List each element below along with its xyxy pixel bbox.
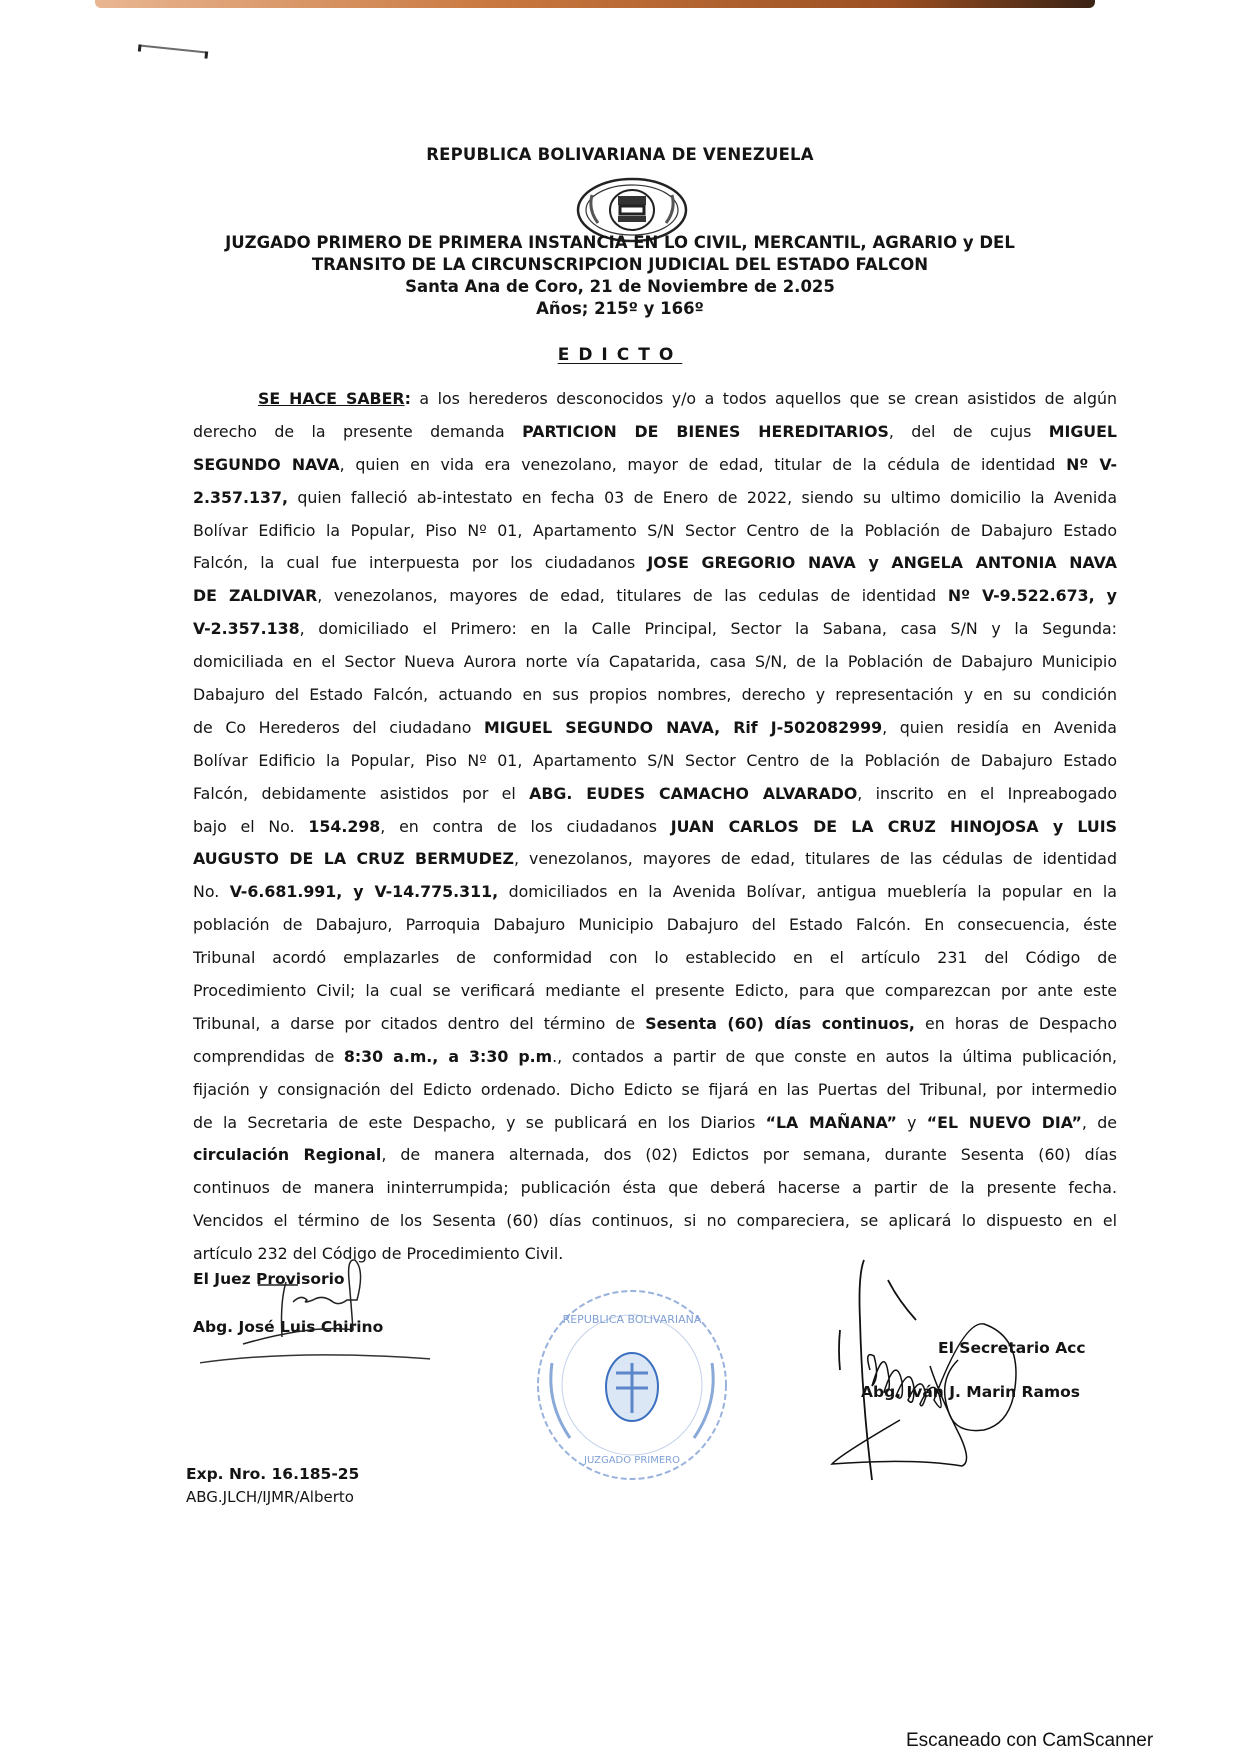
body-text-segment: No.	[193, 882, 230, 902]
body-text-segment: , en contra de los ciudadanos	[380, 816, 671, 836]
body-text-segment: “EL NUEVO DIA”	[926, 1112, 1082, 1132]
body-text-segment: ABG. EUDES CAMACHO ALVARADO	[529, 783, 858, 803]
page-top-edge	[95, 0, 1095, 8]
body-text-segment: población de Dabajuro, Parroquia Dabajuro Municipio Dabajuro del Estado Falcón. En consecuencia, éste	[193, 915, 1117, 935]
body-text-segment: , domiciliado el Primero: en la Calle Principal, Sector la Sabana, casa S/N y la Segunda:	[299, 619, 1117, 639]
body-line	[193, 515, 1117, 548]
secretary-title: El Secretario Acc	[938, 1339, 1086, 1357]
body-text-segment: , de	[1081, 1112, 1117, 1132]
body-line	[193, 811, 1117, 844]
body-text-segment: Bolívar Edificio la Popular, Piso Nº 01, Apartamento S/N Sector Centro de la Población de Dabajuro Estado	[193, 750, 1117, 770]
body-text-segment: PARTICION DE BIENES HEREDITARIOS	[522, 421, 889, 441]
body-text-segment: Sesenta (60) días continuos,	[645, 1013, 915, 1033]
body-text-segment: 154.298	[308, 816, 381, 836]
body-text-segment: Falcón, debidamente asistidos por el	[193, 783, 530, 803]
body-text-segment: artículo 232 del Código de Procedimiento Civil.	[193, 1244, 564, 1264]
body-text-segment: a los herederos desconocidos y/o a todos aquellos que se crean asistidos de algún	[410, 389, 1117, 408]
body-text-segment: “LA MAÑANA”	[765, 1112, 897, 1132]
body-text-segment: Vencidos el término de los Sesenta (60) días continuos, si no compareciera, se aplicará lo dispuesto en el	[193, 1211, 1117, 1231]
body-text-segment: Nº V-	[1066, 454, 1118, 474]
svg-text:REPUBLICA BOLIVARIANA: REPUBLICA BOLIVARIANA	[562, 1313, 702, 1326]
body-text-segment: V-2.357.138	[193, 619, 300, 639]
official-stamp-icon	[532, 1283, 732, 1488]
secretary-signature-scribble	[820, 1250, 1100, 1490]
body-line	[193, 1172, 1117, 1205]
body-line	[193, 1008, 1117, 1041]
body-text-segment: ., contados a partir de que conste en autos la última publicación,	[552, 1046, 1117, 1066]
body-line	[193, 942, 1117, 975]
body-line	[193, 1074, 1117, 1107]
body-text-segment: , inscrito en el Inpreabogado	[857, 783, 1117, 803]
body-text-segment: SE HACE SABER	[258, 389, 405, 408]
body-text-segment: AUGUSTO DE LA CRUZ BERMUDEZ	[193, 849, 514, 869]
judge-signature-scribble	[248, 1270, 388, 1350]
body-line	[193, 1205, 1117, 1238]
body-line	[193, 383, 1117, 416]
body-text-segment: domiciliados en la Avenida Bolívar, antigua mueblería la popular en la	[498, 882, 1117, 902]
body-text-segment: , venezolanos, mayores de edad, titulares de las cédulas de identidad	[513, 849, 1118, 869]
body-text-segment: continuos de manera ininterrumpida; publicación ésta que deberá hacerse a partir de la presente fecha.	[193, 1178, 1117, 1198]
body-text-segment: JOSE GREGORIO NAVA y ANGELA ANTONIA NAVA	[647, 553, 1118, 573]
file-number: Exp. Nro. 16.185-25	[186, 1465, 360, 1483]
body-text-segment: 8:30 a.m., a 3:30 p.m	[343, 1046, 553, 1066]
place-date: Santa Ana de Coro, 21 de Noviembre de 2.025	[405, 277, 835, 296]
camscanner-watermark: Escaneado con CamScanner	[906, 1730, 1154, 1751]
body-line	[193, 482, 1117, 515]
body-line	[193, 1107, 1117, 1140]
body-text-segment: derecho de la presente demanda	[193, 421, 523, 441]
body-text-segment: fijación y consignación del Edicto ordenado. Dicho Edicto se fijará en las Puertas del Tribunal, por intermedio	[193, 1079, 1117, 1099]
years: Años; 215º y 166º	[536, 299, 704, 318]
body-text-segment: Tribunal, a darse por citados dentro del término de	[193, 1013, 646, 1033]
body-text-segment: , venezolanos, mayores de edad, titulares de las cedulas de identidad	[317, 586, 948, 606]
body-text-segment: comprendidas de	[193, 1046, 344, 1066]
republic-heading: REPUBLICA BOLIVARIANA DE VENEZUELA	[426, 145, 814, 164]
body-text-segment: de Co Herederos del ciudadano	[193, 717, 484, 737]
body-line	[193, 745, 1117, 778]
body-line	[193, 679, 1117, 712]
body-line	[193, 1139, 1117, 1172]
body-line	[193, 449, 1117, 482]
body-text-segment: Bolívar Edificio la Popular, Piso Nº 01, Apartamento S/N Sector Centro de la Población de Dabajuro Estado	[193, 520, 1117, 540]
body-text-segment: , quien en vida era venezolano, mayor de edad, titular de la cédula de identidad	[339, 454, 1067, 474]
body-text-segment: bajo el No.	[193, 816, 309, 836]
body-text-segment: quien falleció ab-intestato en fecha 03 de Enero de 2022, siendo su ultimo domicilio la Avenida	[287, 487, 1117, 507]
body-text-segment: DE ZALDIVAR	[193, 586, 318, 606]
body-line	[193, 843, 1117, 876]
body-text-segment: , quien residía en Avenida	[882, 717, 1117, 737]
body-line	[193, 909, 1117, 942]
body-text-segment: SEGUNDO NAVA	[193, 454, 340, 474]
body-line	[193, 975, 1117, 1008]
body-text-segment: Dabajuro del Estado Falcón, actuando en sus propios nombres, derecho y representación y en su condición	[193, 685, 1117, 705]
body-line	[193, 580, 1117, 613]
body-text-segment: MIGUEL	[1048, 421, 1117, 441]
body-line	[193, 547, 1117, 580]
court-line-2: TRANSITO DE LA CIRCUNSCRIPCION JUDICIAL DEL ESTADO FALCON	[311, 255, 929, 274]
body-text-segment: MIGUEL SEGUNDO NAVA, Rif J-502082999	[483, 717, 883, 737]
body-text-segment: , del de cujus	[888, 421, 1049, 441]
body-text-segment: de la Secretaria de este Despacho, y se publicará en los Diarios	[193, 1112, 766, 1132]
body-text-segment: y	[896, 1112, 927, 1132]
court-line-1: JUZGADO PRIMERO DE PRIMERA INSTANCIA EN LO CIVIL, MERCANTIL, AGRARIO y DEL	[225, 233, 1015, 252]
body-text-segment: domiciliada en el Sector Nueva Aurora norte vía Capatarida, casa S/N, de la Población de Dabajuro Municipio	[193, 652, 1117, 672]
document-title: EDICTO	[557, 345, 683, 365]
body-text-segment: V-6.681.991, y V-14.775.311,	[229, 882, 499, 902]
staple-mark	[138, 44, 208, 58]
judge-title: El Juez Provisorio	[193, 1270, 345, 1288]
judge-name: Abg. José Luis Chirino	[193, 1318, 384, 1336]
svg-text:JUZGADO PRIMERO: JUZGADO PRIMERO	[584, 1455, 680, 1466]
body-text-segment: Tribunal acordó emplazarles de conformidad con lo establecido en el artículo 231 del Código de	[193, 948, 1117, 968]
body-text-segment: circulación Regional	[193, 1145, 382, 1165]
judge-signature-line	[200, 1345, 435, 1365]
body-text-segment: Procedimiento Civil; la cual se verificará mediante el presente Edicto, para que comparezcan por ante este	[193, 981, 1117, 1001]
body-text-segment: 2.357.137,	[193, 487, 288, 507]
body-text-segment: , de manera alternada, dos (02) Edictos por semana, durante Sesenta (60) días	[381, 1145, 1118, 1165]
court-heading	[0, 232, 1240, 320]
body-text-segment: Falcón, la cual fue interpuesta por los ciudadanos	[193, 553, 648, 573]
body-line	[193, 646, 1117, 679]
body-text-segment: en horas de Despacho	[914, 1013, 1117, 1033]
body-text-segment: :	[404, 389, 411, 408]
secretary-name: Abg. Iván J. Marin Ramos	[861, 1383, 1080, 1401]
body-text-segment: Nº V-9.522.673, y	[947, 586, 1117, 606]
body-line	[193, 778, 1117, 811]
body-line	[193, 712, 1117, 745]
body-line	[193, 613, 1117, 646]
body-text-segment: JUAN CARLOS DE LA CRUZ HINOJOSA y LUIS	[670, 816, 1117, 836]
body-line	[193, 876, 1117, 909]
body-line	[193, 1041, 1117, 1074]
reference-initials: ABG.JLCH/IJMR/Alberto	[186, 1488, 354, 1506]
body-line	[193, 416, 1117, 449]
edict-body	[193, 383, 1117, 1271]
